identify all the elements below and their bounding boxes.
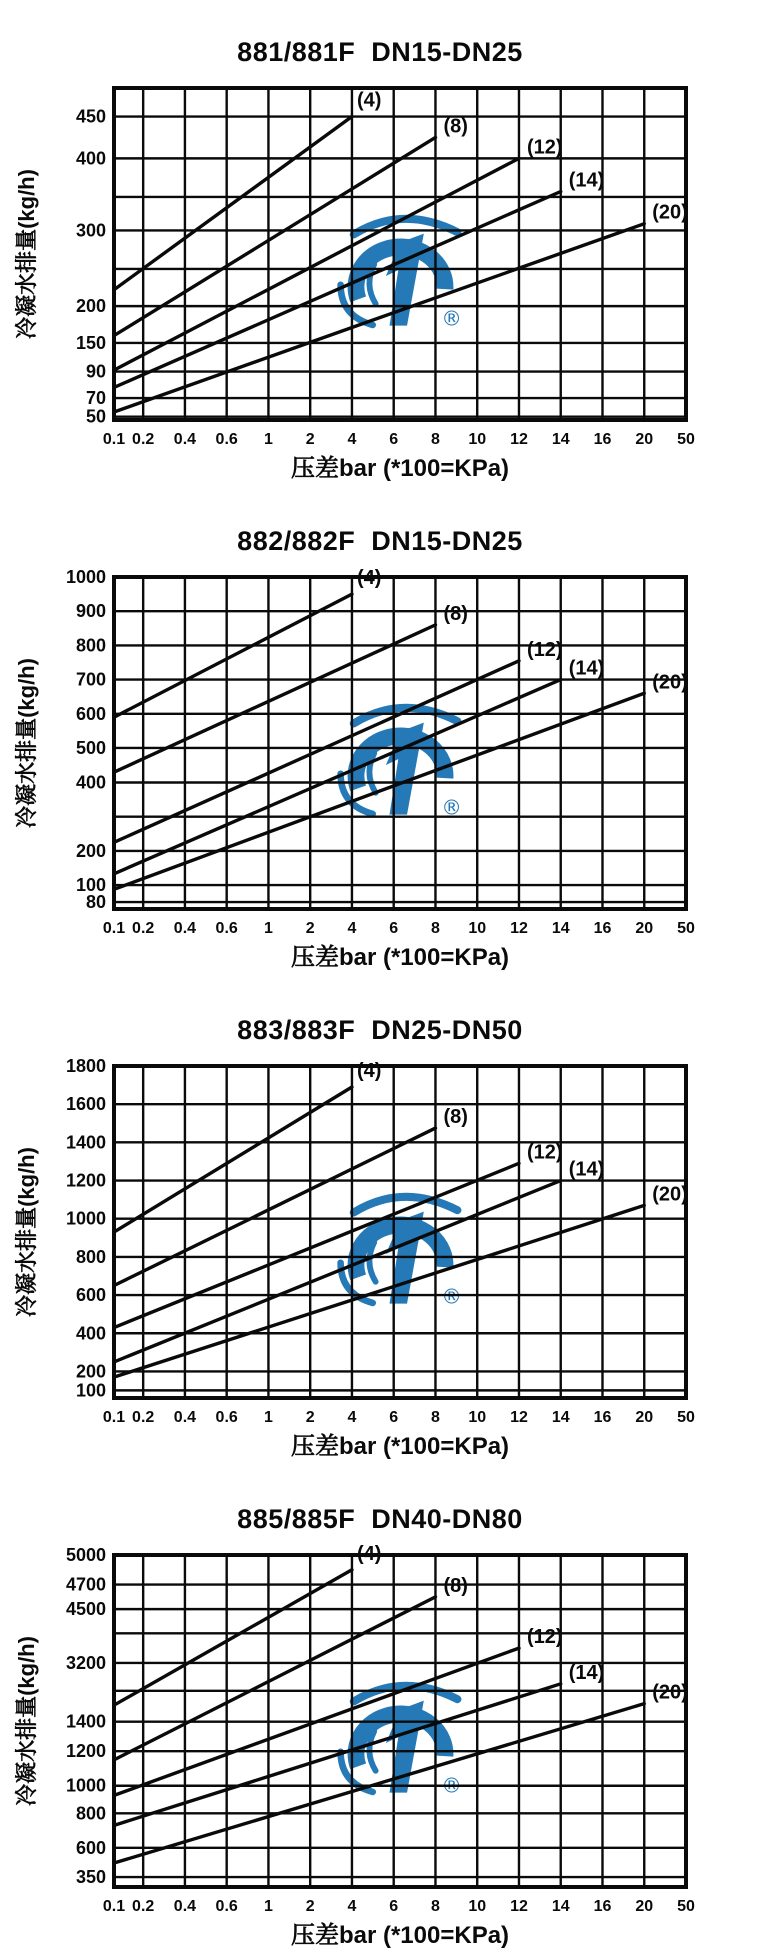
x-tick-label: 0.1 — [102, 431, 126, 448]
y-tick-label: 90 — [85, 361, 106, 382]
y-tick-label: 150 — [75, 332, 106, 353]
y-tick-label: 1000 — [65, 567, 106, 587]
capacity-line-(4) — [114, 594, 352, 717]
x-tick-label: 20 — [635, 1898, 654, 1915]
x-tick-label: 0.6 — [215, 1409, 238, 1426]
y-tick-label: 450 — [75, 106, 106, 127]
capacity-line-label: (8) — [443, 1574, 468, 1597]
x-tick-label: 0.1 — [102, 920, 126, 937]
x-tick-label: 0.2 — [132, 1409, 155, 1426]
x-tick-label: 10 — [468, 920, 487, 937]
brand-logo-watermark — [341, 708, 462, 820]
x-tick-label: 0.1 — [102, 1898, 126, 1915]
x-tick-label: 12 — [510, 431, 528, 448]
x-tick-label: 1 — [263, 920, 273, 937]
capacity-line-label: (12) — [526, 638, 563, 661]
y-axis-title: 冷凝水排量(kg/h) — [14, 1636, 39, 1806]
y-tick-label: 600 — [75, 1837, 106, 1858]
y-tick-label: 70 — [85, 388, 106, 409]
capacity-line-label: (12) — [526, 1626, 563, 1649]
capacity-line-label: (20) — [652, 671, 688, 694]
y-tick-label: 200 — [75, 296, 106, 317]
x-tick-label: 2 — [305, 431, 315, 448]
capacity-line-label: (4) — [356, 1059, 382, 1082]
chart-title: 885/885F DN40-DN80 — [237, 1504, 523, 1534]
chart-title: 881/881F DN15-DN25 — [237, 37, 523, 67]
capacity-line-label: (20) — [652, 201, 688, 224]
y-tick-label: 800 — [75, 1803, 106, 1824]
y-tick-label: 1000 — [65, 1775, 106, 1796]
x-tick-label: 50 — [677, 431, 695, 448]
x-tick-label: 14 — [551, 920, 570, 937]
x-tick-label: 6 — [389, 1898, 399, 1915]
capacity-line-label: (12) — [526, 1141, 563, 1164]
y-tick-label: 600 — [75, 703, 106, 724]
capacity-line-(14) — [114, 192, 561, 388]
x-tick-label: 12 — [510, 1898, 528, 1915]
x-tick-label: 6 — [389, 920, 399, 937]
x-tick-label: 0.1 — [102, 1409, 126, 1426]
y-tick-label: 4500 — [65, 1599, 106, 1620]
x-tick-label: 50 — [677, 1409, 695, 1426]
capacity-line-label: (4) — [356, 1542, 382, 1565]
y-tick-label: 5000 — [65, 1545, 106, 1565]
y-tick-label: 50 — [85, 406, 106, 427]
y-tick-label: 1400 — [65, 1132, 106, 1153]
capacity-line-(14) — [114, 680, 561, 874]
x-tick-label: 8 — [431, 1898, 440, 1915]
y-axis-title: 冷凝水排量(kg/h) — [14, 658, 39, 828]
x-tick-label: 4 — [347, 1898, 357, 1915]
x-tick-label: 20 — [635, 431, 654, 448]
x-tick-label: 16 — [593, 431, 612, 448]
x-tick-label: 50 — [677, 1898, 695, 1915]
chart-885 — [0, 1467, 760, 1956]
chart-883 — [0, 978, 760, 1467]
y-axis-title: 冷凝水排量(kg/h) — [14, 169, 39, 339]
capacity-line-(4) — [114, 1570, 352, 1705]
y-tick-label: 1000 — [65, 1208, 106, 1229]
y-tick-label: 1200 — [65, 1741, 106, 1762]
x-tick-label: 14 — [551, 1898, 570, 1915]
x-tick-label: 6 — [389, 431, 399, 448]
x-tick-label: 1 — [263, 1898, 273, 1915]
x-tick-label: 14 — [551, 1409, 570, 1426]
x-tick-label: 4 — [347, 920, 357, 937]
y-tick-label: 600 — [75, 1285, 106, 1306]
y-tick-label: 1800 — [65, 1056, 106, 1076]
capacity-line-(14) — [114, 1181, 561, 1362]
x-tick-label: 16 — [593, 1898, 612, 1915]
x-tick-label: 1 — [263, 1409, 273, 1426]
y-tick-label: 800 — [75, 1246, 106, 1267]
y-tick-label: 4700 — [65, 1574, 106, 1595]
y-axis-title: 冷凝水排量(kg/h) — [14, 1147, 39, 1317]
y-tick-label: 400 — [75, 772, 106, 793]
capacity-line-label: (4) — [356, 567, 382, 590]
y-tick-label: 400 — [75, 1323, 106, 1344]
x-tick-label: 20 — [635, 1409, 654, 1426]
capacity-line-(8) — [114, 625, 435, 772]
x-tick-label: 0.4 — [173, 1409, 197, 1426]
x-tick-label: 0.2 — [132, 1898, 155, 1915]
y-tick-label: 100 — [75, 1380, 106, 1401]
capacity-line-label: (20) — [652, 1183, 688, 1206]
y-tick-label: 200 — [75, 840, 106, 861]
y-tick-label: 700 — [75, 669, 106, 690]
x-tick-label: 8 — [431, 920, 440, 937]
x-axis-title: 压差bar (*100=KPa) — [290, 455, 510, 482]
chart-title: 883/883F DN25-DN50 — [237, 1015, 523, 1045]
x-tick-label: 0.6 — [215, 1898, 238, 1915]
capacity-line-(4) — [114, 1087, 352, 1232]
x-tick-label: 10 — [468, 1898, 487, 1915]
x-tick-label: 2 — [305, 1898, 315, 1915]
y-tick-label: 300 — [75, 220, 106, 241]
x-tick-label: 50 — [677, 920, 695, 937]
y-tick-label: 350 — [75, 1867, 106, 1888]
x-tick-label: 8 — [431, 1409, 440, 1426]
capacity-line-label: (14) — [568, 1661, 605, 1684]
x-tick-label: 1 — [263, 431, 273, 448]
chart-canvas-883 — [0, 1048, 760, 1467]
capacity-line-label: (4) — [356, 89, 382, 112]
x-tick-label: 0.6 — [215, 920, 238, 937]
y-tick-label: 200 — [75, 1361, 106, 1382]
capacity-line-label: (8) — [443, 1106, 468, 1129]
x-tick-label: 6 — [389, 1409, 399, 1426]
x-tick-label: 8 — [431, 431, 440, 448]
x-tick-label: 0.2 — [132, 920, 155, 937]
x-tick-label: 0.2 — [132, 431, 155, 448]
chart-881 — [0, 0, 760, 489]
chart-canvas-881 — [0, 70, 760, 489]
x-tick-label: 12 — [510, 920, 528, 937]
x-tick-label: 16 — [593, 920, 612, 937]
y-tick-label: 1200 — [65, 1170, 106, 1191]
x-axis-title: 压差bar (*100=KPa) — [290, 944, 510, 971]
y-tick-label: 500 — [75, 737, 106, 758]
y-tick-label: 1600 — [65, 1094, 106, 1115]
y-tick-label: 1400 — [65, 1711, 106, 1732]
x-axis-title: 压差bar (*100=KPa) — [290, 1922, 510, 1949]
x-tick-label: 2 — [305, 1409, 315, 1426]
chart-882 — [0, 489, 760, 978]
y-tick-label: 800 — [75, 635, 106, 656]
x-tick-label: 10 — [468, 431, 487, 448]
brand-logo-watermark — [341, 219, 462, 331]
x-tick-label: 0.4 — [173, 920, 197, 937]
capacity-line-(14) — [114, 1684, 561, 1826]
capacity-line-label: (8) — [443, 115, 468, 138]
x-tick-label: 10 — [468, 1409, 487, 1426]
x-tick-label: 20 — [635, 920, 654, 937]
capacity-line-label: (14) — [568, 657, 605, 680]
y-tick-label: 400 — [75, 148, 106, 169]
x-tick-label: 0.6 — [215, 431, 238, 448]
chart-canvas-882 — [0, 559, 760, 978]
capacity-line-label: (14) — [568, 1158, 605, 1181]
y-tick-label: 900 — [75, 601, 106, 622]
chart-title: 882/882F DN15-DN25 — [237, 526, 523, 556]
x-tick-label: 0.4 — [173, 431, 197, 448]
x-tick-label: 16 — [593, 1409, 612, 1426]
capacity-line-label: (12) — [526, 136, 563, 159]
y-tick-label: 100 — [75, 875, 106, 896]
x-axis-title: 压差bar (*100=KPa) — [290, 1433, 510, 1460]
capacity-line-label: (8) — [443, 602, 468, 625]
y-tick-label: 80 — [85, 892, 106, 913]
y-tick-label: 3200 — [65, 1652, 106, 1673]
capacity-line-label: (14) — [568, 169, 605, 192]
chart-canvas-885 — [0, 1537, 760, 1956]
capacity-line-label: (20) — [652, 1681, 688, 1704]
brand-logo-watermark — [341, 1197, 462, 1309]
x-tick-label: 2 — [305, 920, 315, 937]
x-tick-label: 4 — [347, 431, 357, 448]
x-tick-label: 0.4 — [173, 1898, 197, 1915]
brand-logo-watermark — [341, 1686, 462, 1798]
x-tick-label: 12 — [510, 1409, 528, 1426]
x-tick-label: 14 — [551, 431, 570, 448]
x-tick-label: 4 — [347, 1409, 357, 1426]
